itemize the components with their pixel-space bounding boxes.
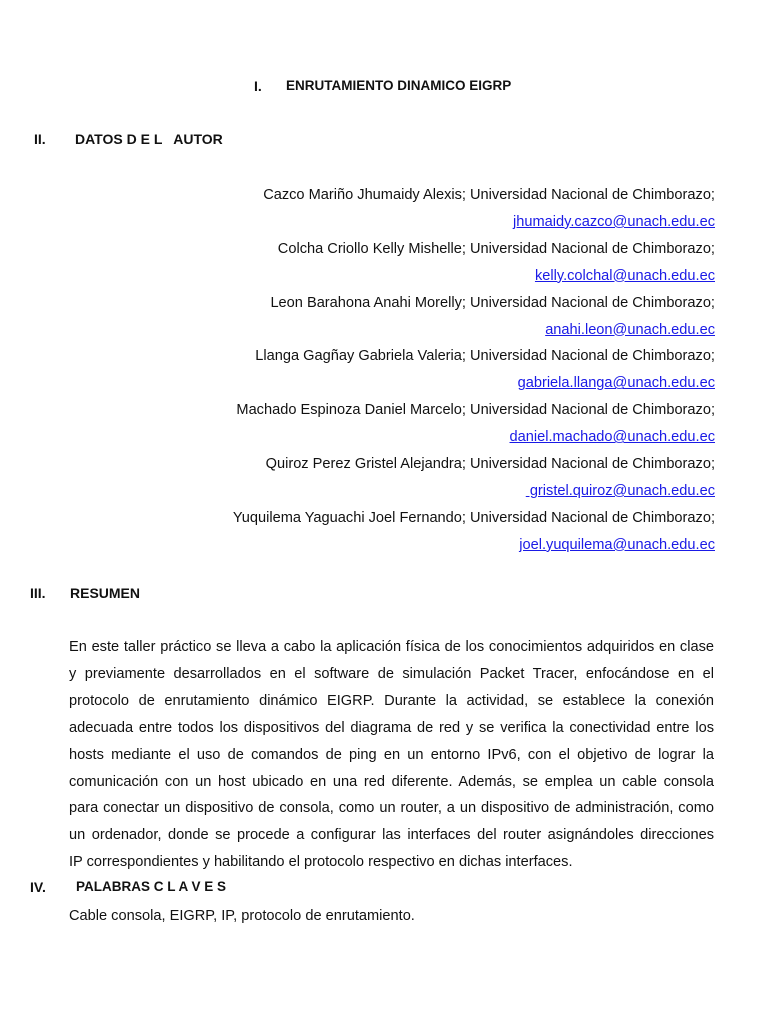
abstract-line: comunicación con un host ubicado en una red diferente. Además, se emplea un cable consola [69,773,714,790]
author-name: Quiroz Perez Gristel Alejandra; Universidad Nacional de Chimborazo; [265,456,715,473]
section-3-number: III. [30,585,46,601]
author-email-link[interactable]: gabriela.llanga@unach.edu.ec [517,375,715,392]
author-email-link[interactable]: gristel.quiroz@unach.edu.ec [525,482,715,499]
abstract-line: protocolo de enrutamiento dinámico EIGRP. Durante la actividad, se establece la conexión [69,692,714,709]
abstract-line: adecuada entre todos los dispositivos del diagrama de red y se verifica la conectividad entre los [69,719,714,736]
section-3-title: RESUMEN [70,585,141,601]
author-name: Yuquilema Yaguachi Joel Fernando; Universidad Nacional de Chimborazo; [232,509,715,526]
author-email-link[interactable]: daniel.machado@unach.edu.ec [509,429,715,446]
author-name: Machado Espinoza Daniel Marcelo; Universidad Nacional de Chimborazo; [236,402,715,419]
abstract-line: hosts mediante el uso de comandos de ping en un entorno IPv6, con el objetivo de lograr la [69,746,714,763]
abstract-line: un ordenador, donde se procede a configurar las interfaces del router asignándoles direcciones [69,827,714,844]
author-email-link[interactable]: anahi.leon@unach.edu.ec [545,321,715,338]
author-email-link[interactable]: kelly.colchal@unach.edu.ec [534,267,715,284]
section-2-number: II. [34,131,46,147]
author-name: Leon Barahona Anahi Morelly; Universidad Nacional de Chimborazo; [270,294,715,311]
section-1-title: ENRUTAMIENTO DINAMICO EIGRP [286,78,512,93]
abstract-line: IP correspondientes y habilitando el protocolo respectivo en dichas interfaces. [69,854,573,871]
author-name: Cazco Mariño Jhumaidy Alexis; Universidad Nacional de Chimborazo; [263,187,715,203]
author-email-link[interactable]: joel.yuquilema@unach.edu.ec [519,536,715,553]
author-list [95,182,715,559]
section-2-title: DATOS D E L AUTOR [75,131,223,147]
section-4-title: PALABRAS C L A V E S [76,879,227,894]
section-4-number: IV. [30,879,46,895]
author-name: Llanga Gagñay Gabriela Valeria; Universidad Nacional de Chimborazo; [255,348,715,365]
section-1-number: I. [254,78,262,94]
keywords-text: Cable consola, EIGRP, IP, protocolo de enrutamiento. [69,908,415,924]
author-name: Colcha Criollo Kelly Mishelle; Universidad Nacional de Chimborazo; [277,240,715,257]
author-email-link[interactable]: jhumaidy.cazco@unach.edu.ec [513,213,715,230]
abstract-paragraph [69,634,714,876]
abstract-line: para conectar un dispositivo de consola, como un router, a un dispositivo de administración, como [69,800,714,817]
abstract-line: En este taller práctico se lleva a cabo la aplicación física de los conocimientos adquiridos en clase [69,639,714,655]
abstract-line: y previamente desarrollados en el software de simulación Packet Tracer, enfocándose en el [69,665,714,682]
